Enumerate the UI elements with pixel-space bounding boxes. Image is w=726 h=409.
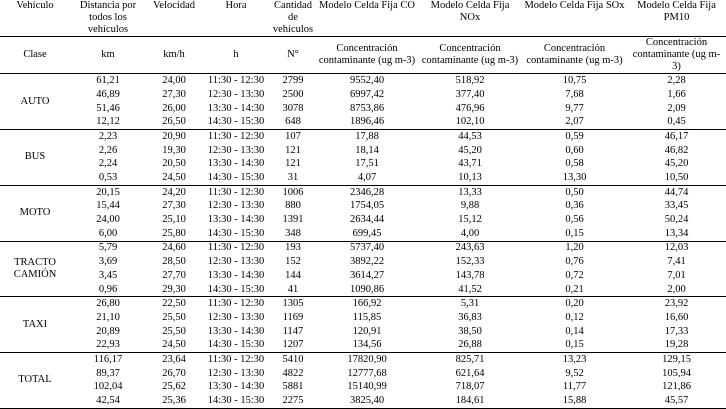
sox-cell: 0,14 (565, 325, 584, 337)
co-cell: 2346,28 (349, 186, 385, 198)
sox-cell: 0,56 (565, 214, 584, 226)
sox-cell: 0,76 (565, 256, 584, 268)
distance-cell: 20,89 (96, 325, 120, 337)
table-row (0, 311, 726, 325)
co-cell: 1090,86 (316, 283, 418, 297)
sox-cell: 0,36 (565, 200, 584, 212)
co-cell: 12777,68 (347, 367, 387, 379)
count-cell: 121 (285, 158, 301, 170)
count-cell: 1169 (282, 311, 304, 323)
sox-cell: 9,52 (565, 367, 584, 379)
time-cell: 11:30 - 12:30 (207, 353, 265, 365)
distance-cell: 61,21 (96, 75, 120, 87)
time-cell: 11:30 - 12:30 (207, 242, 265, 254)
speed-cell: 23,64 (162, 353, 186, 365)
count-cell: 2500 (282, 88, 304, 100)
speed-cell: 25,36 (146, 394, 202, 408)
table-row (0, 130, 726, 144)
nox-cell: 15,12 (458, 214, 482, 226)
speed-cell: 19,30 (162, 144, 186, 156)
distance-cell: 20,15 (96, 186, 120, 198)
count-cell: 107 (285, 130, 301, 142)
count-cell: 1391 (282, 214, 304, 226)
sox-cell: 0,50 (565, 186, 584, 198)
sox-cell: 2,07 (522, 115, 627, 129)
count-cell: 880 (285, 200, 301, 212)
count-cell: 1147 (282, 325, 304, 337)
speed-cell: 24,50 (146, 171, 202, 185)
distance-cell: 2,23 (98, 130, 118, 142)
time-cell: 13:30 - 14:30 (207, 381, 265, 393)
unit-pm10: Concentración contaminante (ug m-3) (627, 37, 726, 74)
nox-cell: 184,61 (418, 394, 522, 408)
time-cell: 14:30 - 15:30 (202, 227, 270, 241)
time-cell: 12:30 - 13:30 (207, 256, 265, 268)
distance-cell: 6,00 (70, 227, 146, 241)
pm10-cell: 0,45 (627, 115, 726, 129)
count-cell: 193 (285, 242, 301, 254)
count-cell: 1006 (282, 186, 304, 198)
header-vehiculo: Vehículo (16, 0, 54, 11)
co-cell: 17,88 (355, 130, 379, 142)
table-body (0, 74, 726, 409)
header-velocidad: Velocidad (153, 0, 195, 11)
unit-co: Concentración contaminante (ug m-3) (316, 37, 418, 74)
table-header (0, 0, 726, 74)
sox-cell: 0,15 (522, 227, 627, 241)
co-cell: 9552,40 (349, 75, 385, 87)
nox-cell: 41,52 (418, 283, 522, 297)
time-cell: 13:30 - 14:30 (207, 325, 265, 337)
unit-h: h (202, 37, 270, 74)
pm10-cell: 23,92 (664, 298, 689, 310)
header-distancia: Distancia por todos los vehículos (79, 0, 137, 36)
distance-cell: 24,00 (96, 214, 120, 226)
nox-cell: 152,33 (455, 256, 485, 268)
sox-cell: 0,72 (565, 269, 584, 281)
count-cell: 2275 (270, 394, 316, 408)
nox-cell: 476,96 (455, 102, 485, 114)
count-cell: 648 (270, 115, 316, 129)
table-row (0, 255, 726, 269)
nox-cell: 621,64 (455, 367, 485, 379)
nox-cell: 718,07 (455, 381, 485, 393)
pm10-cell: 2,09 (667, 102, 686, 114)
pm10-cell: 16,60 (664, 311, 689, 323)
co-cell: 5737,40 (349, 242, 385, 254)
unit-sox: Concentración contaminante (ug m-3) (522, 37, 627, 74)
sox-cell: 11,77 (562, 381, 587, 393)
count-cell: 144 (285, 269, 301, 281)
nox-cell: 44,53 (458, 130, 482, 142)
table-row (0, 213, 726, 227)
time-cell: 13:30 - 14:30 (207, 158, 265, 170)
pm10-cell: 7,41 (667, 256, 686, 268)
time-cell: 13:30 - 14:30 (207, 214, 265, 226)
distance-cell: 89,37 (96, 367, 120, 379)
pm10-cell: 33,45 (664, 200, 689, 212)
co-cell: 134,56 (316, 338, 418, 352)
co-cell: 18,14 (355, 144, 379, 156)
time-cell: 14:30 - 15:30 (202, 283, 270, 297)
distance-cell: 42,54 (70, 394, 146, 408)
speed-cell: 20,50 (162, 158, 186, 170)
count-cell: 5410 (282, 353, 304, 365)
count-cell: 152 (285, 256, 301, 268)
sox-cell: 0,20 (565, 298, 584, 310)
nox-cell: 143,78 (455, 269, 485, 281)
table-row (0, 269, 726, 283)
sox-cell: 7,68 (565, 88, 584, 100)
unit-km: km (70, 37, 146, 74)
table-row (0, 171, 726, 185)
count-cell: 1207 (270, 338, 316, 352)
table-row (0, 353, 726, 367)
co-cell: 3614,27 (349, 269, 385, 281)
distance-cell: 116,17 (93, 353, 123, 365)
time-cell: 12:30 - 13:30 (207, 367, 265, 379)
pm10-cell: 121,86 (662, 381, 691, 393)
pm10-cell: 2,00 (627, 283, 726, 297)
distance-cell: 12,12 (70, 115, 146, 129)
vehicle-class-cell: BUS (0, 130, 70, 186)
time-cell: 12:30 - 13:30 (207, 200, 265, 212)
count-cell: 121 (285, 144, 301, 156)
co-cell: 115,85 (352, 311, 382, 323)
table-row (0, 185, 726, 199)
count-cell: 2799 (282, 75, 304, 87)
sox-cell: 13,30 (522, 171, 627, 185)
header-hora: Hora (225, 0, 247, 11)
time-cell: 11:30 - 12:30 (207, 75, 265, 87)
vehicle-class-cell: MOTO (0, 185, 70, 241)
nox-cell: 825,71 (455, 353, 485, 365)
pm10-cell: 105,94 (662, 367, 691, 379)
table-row (0, 227, 726, 241)
speed-cell: 26,70 (162, 367, 186, 379)
speed-cell: 22,50 (162, 298, 186, 310)
speed-cell: 25,62 (162, 381, 186, 393)
speed-cell: 26,50 (146, 115, 202, 129)
speed-cell: 25,80 (146, 227, 202, 241)
unit-kmh: km/h (146, 37, 202, 74)
nox-cell: 45,20 (458, 144, 482, 156)
speed-cell: 25,10 (162, 214, 186, 226)
co-cell: 4,07 (316, 171, 418, 185)
distance-cell: 5,79 (98, 242, 118, 254)
nox-cell: 102,10 (418, 115, 522, 129)
pm10-cell: 17,33 (664, 325, 689, 337)
sox-cell: 0,59 (565, 130, 584, 142)
table-row (0, 74, 726, 88)
co-cell: 3825,40 (316, 394, 418, 408)
pm10-cell: 2,28 (667, 75, 686, 87)
distance-cell: 46,89 (96, 88, 120, 100)
sox-cell: 13,23 (562, 353, 587, 365)
speed-cell: 27,30 (162, 88, 186, 100)
nox-cell: 10,13 (418, 171, 522, 185)
header-nox: Modelo Celda Fija NOx (430, 0, 510, 24)
table-row (0, 381, 726, 395)
distance-cell: 21,10 (96, 311, 120, 323)
speed-cell: 24,60 (162, 242, 186, 254)
co-cell: 1896,46 (316, 115, 418, 129)
time-cell: 11:30 - 12:30 (207, 186, 265, 198)
co-cell: 17,51 (355, 158, 379, 170)
distance-cell: 22,93 (70, 338, 146, 352)
distance-cell: 15,44 (96, 200, 120, 212)
time-cell: 14:30 - 15:30 (202, 171, 270, 185)
distance-cell: 3,69 (98, 256, 118, 268)
table-row (0, 102, 726, 116)
pm10-cell: 46,17 (664, 130, 689, 142)
pm10-cell: 13,34 (627, 227, 726, 241)
vehicle-class-cell: TAXI (0, 297, 70, 353)
co-cell: 120,91 (352, 325, 382, 337)
pm10-cell: 45,57 (627, 394, 726, 408)
speed-cell: 28,50 (162, 256, 186, 268)
time-cell: 13:30 - 14:30 (207, 269, 265, 281)
time-cell: 12:30 - 13:30 (207, 144, 265, 156)
nox-cell: 518,92 (455, 75, 485, 87)
table-row (0, 158, 726, 172)
count-cell: 31 (270, 171, 316, 185)
table-row (0, 297, 726, 311)
nox-cell: 13,33 (458, 186, 482, 198)
co-cell: 2634,44 (349, 214, 385, 226)
co-cell: 6997,42 (349, 88, 385, 100)
sox-cell: 10,75 (562, 75, 587, 87)
time-cell: 13:30 - 14:30 (207, 102, 265, 114)
unit-clase: Clase (0, 37, 70, 74)
pm10-cell: 12,03 (664, 242, 689, 254)
co-cell: 1754,05 (349, 200, 385, 212)
time-cell: 12:30 - 13:30 (207, 88, 265, 100)
nox-cell: 38,50 (458, 325, 482, 337)
count-cell: 3078 (282, 102, 304, 114)
count-cell: 41 (270, 283, 316, 297)
pm10-cell: 10,50 (627, 171, 726, 185)
count-cell: 1305 (282, 298, 304, 310)
sox-cell: 0,21 (522, 283, 627, 297)
speed-cell: 24,50 (146, 338, 202, 352)
count-cell: 4822 (282, 367, 304, 379)
speed-cell: 27,30 (162, 200, 186, 212)
distance-cell: 102,04 (93, 381, 123, 393)
pm10-cell: 129,15 (662, 353, 691, 365)
nox-cell: 26,88 (418, 338, 522, 352)
unit-nox: Concentración contaminante (ug m-3) (418, 37, 522, 74)
co-cell: 17820,90 (347, 353, 387, 365)
sox-cell: 0,12 (565, 311, 584, 323)
sox-cell: 0,58 (565, 158, 584, 170)
table-row (0, 115, 726, 129)
distance-cell: 0,96 (70, 283, 146, 297)
co-cell: 8753,86 (349, 102, 385, 114)
nox-cell: 4,00 (418, 227, 522, 241)
speed-cell: 26,00 (162, 102, 186, 114)
table-row (0, 367, 726, 381)
distance-cell: 3,45 (98, 269, 118, 281)
distance-cell: 26,80 (96, 298, 120, 310)
speed-cell: 29,30 (146, 283, 202, 297)
time-cell: 14:30 - 15:30 (202, 338, 270, 352)
speed-cell: 27,70 (162, 269, 186, 281)
nox-cell: 243,63 (455, 242, 485, 254)
co-cell: 15140,99 (347, 381, 387, 393)
header-co: Modelo Celda Fija CO (319, 0, 415, 11)
vehicle-class-cell: TRACTO CAMIÓN (0, 241, 70, 297)
nox-cell: 5,31 (460, 298, 480, 310)
pm10-cell: 50,24 (664, 214, 689, 226)
table-row (0, 241, 726, 255)
vehicle-class-cell: AUTO (0, 74, 70, 130)
table-row (0, 325, 726, 339)
pm10-cell: 46,82 (664, 144, 689, 156)
unit-count: N° (270, 37, 316, 74)
table-row (0, 394, 726, 408)
time-cell: 12:30 - 13:30 (207, 311, 265, 323)
table-row (0, 200, 726, 214)
vehicle-class-cell: TOTAL (0, 353, 70, 409)
distance-cell: 51,46 (96, 102, 120, 114)
count-cell: 348 (270, 227, 316, 241)
nox-cell: 377,40 (455, 88, 485, 100)
pm10-cell: 1,66 (667, 88, 686, 100)
pm10-cell: 19,28 (627, 338, 726, 352)
nox-cell: 36,83 (458, 311, 482, 323)
sox-cell: 0,15 (522, 338, 627, 352)
time-cell: 11:30 - 12:30 (207, 130, 265, 142)
speed-cell: 24,00 (162, 75, 186, 87)
speed-cell: 20,90 (162, 130, 186, 142)
co-cell: 166,92 (352, 298, 382, 310)
distance-cell: 2,24 (98, 158, 118, 170)
distance-cell: 0,53 (70, 171, 146, 185)
header-pm10: Modelo Celda Fija PM10 (637, 0, 716, 24)
nox-cell: 43,71 (458, 158, 482, 170)
table-row (0, 88, 726, 102)
table-row (0, 144, 726, 158)
count-cell: 5881 (282, 381, 304, 393)
co-cell: 699,45 (316, 227, 418, 241)
speed-cell: 25,50 (162, 311, 186, 323)
nox-cell: 9,88 (460, 200, 480, 212)
co-cell: 3892,22 (349, 256, 385, 268)
sox-cell: 9,77 (565, 102, 584, 114)
pm10-cell: 44,74 (664, 186, 689, 198)
distance-cell: 2,26 (98, 144, 118, 156)
pm10-cell: 45,20 (664, 158, 689, 170)
header-sox: Modelo Celda Fija SOx (524, 0, 625, 11)
time-cell: 14:30 - 15:30 (202, 115, 270, 129)
header-cantidad: Cantidad de vehículos (272, 0, 314, 36)
table-row (0, 283, 726, 297)
pm10-cell: 7,01 (667, 269, 686, 281)
sox-cell: 1,20 (565, 242, 584, 254)
speed-cell: 24,20 (162, 186, 186, 198)
table-row (0, 338, 726, 352)
sox-cell: 15,88 (522, 394, 627, 408)
speed-cell: 25,50 (162, 325, 186, 337)
sox-cell: 0,60 (565, 144, 584, 156)
time-cell: 14:30 - 15:30 (202, 394, 270, 408)
time-cell: 11:30 - 12:30 (207, 298, 265, 310)
